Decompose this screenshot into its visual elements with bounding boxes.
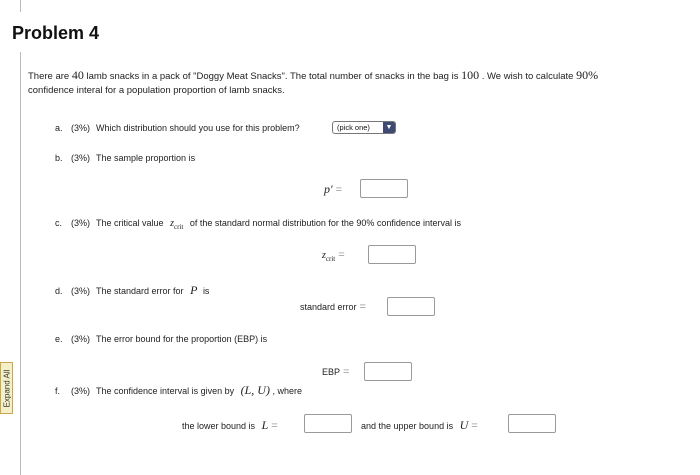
upper-bound-label: and the upper bound is U =: [361, 418, 478, 432]
left-divider: [20, 52, 21, 475]
intro-text-3: . We wish to calculate: [481, 71, 574, 82]
question-f: [55, 383, 302, 398]
question-a-text: Which distribution should you use for this problem?: [96, 123, 300, 133]
question-c-text-1: The critical value: [96, 218, 164, 228]
question-b: [55, 153, 195, 163]
question-c-text-2: of the standard normal distribution for the 90% confidence interval is: [189, 218, 461, 228]
z-crit-input[interactable]: [368, 245, 416, 264]
question-c-letter: c.: [55, 218, 63, 228]
z-crit-symbol: $z_{crit}$: [170, 218, 184, 231]
expand-all-label: Expand All: [2, 369, 11, 407]
question-b-weight: (3%): [71, 153, 91, 163]
question-d: [55, 283, 209, 298]
ebp-input[interactable]: [364, 362, 412, 381]
question-e-letter: e.: [55, 334, 63, 344]
interval-symbol: (L, U): [240, 383, 270, 397]
lower-bound-input[interactable]: [304, 414, 352, 433]
standard-error-label: standard error =: [300, 301, 366, 313]
question-a-weight: (3%): [71, 123, 91, 133]
question-a: [55, 123, 300, 133]
question-b-letter: b.: [55, 153, 63, 163]
lower-bound-label: the lower bound is L =: [182, 418, 278, 432]
z-crit-label: $z_{crit}$ =: [322, 249, 345, 263]
upper-bound-input[interactable]: [508, 414, 556, 433]
p-symbol: P: [190, 283, 198, 297]
question-d-weight: (3%): [71, 286, 91, 296]
distribution-dropdown[interactable]: [332, 121, 396, 134]
intro-text-1: There are: [28, 71, 70, 82]
question-a-letter: a.: [55, 123, 63, 133]
question-d-letter: d.: [55, 286, 63, 296]
sample-proportion-input[interactable]: [360, 179, 408, 198]
ebp-label: EBP =: [322, 366, 350, 378]
intro-text-2: lamb snacks in a pack of "Doggy Meat Snacks". The total number of snacks in the bag is: [86, 71, 459, 82]
question-c: [55, 218, 461, 231]
question-f-letter: f.: [55, 386, 61, 396]
question-f-weight: (3%): [71, 386, 91, 396]
distribution-dropdown-value: (pick one): [337, 123, 370, 132]
confidence-level: 90%: [576, 68, 599, 82]
intro-text-line2: confidence interal for a population proportion of lamb snacks.: [28, 85, 285, 96]
top-divider: [20, 0, 21, 12]
question-f-text: The confidence interval is given by: [96, 386, 235, 396]
question-e-text: The error bound for the proportion (EBP) is: [96, 334, 268, 344]
p-prime-symbol: p′: [324, 182, 333, 196]
question-e: [55, 334, 267, 344]
question-d-text-2: is: [202, 286, 210, 296]
chevron-down-icon: ▼: [383, 122, 395, 133]
sample-proportion-label: [324, 182, 342, 197]
question-d-text: The standard error for: [96, 286, 184, 296]
standard-error-input[interactable]: [387, 297, 435, 316]
problem-title: Problem 4: [12, 23, 100, 43]
question-f-text-2: , where: [272, 386, 302, 396]
total-count: 100: [461, 68, 480, 82]
snack-count: 40: [71, 68, 84, 82]
question-b-text: The sample proportion is: [96, 153, 196, 163]
question-e-weight: (3%): [71, 334, 91, 344]
question-c-weight: (3%): [71, 218, 91, 228]
expand-all-button[interactable]: [0, 362, 13, 414]
equals-sign: =: [335, 184, 343, 196]
problem-intro: [28, 68, 668, 98]
